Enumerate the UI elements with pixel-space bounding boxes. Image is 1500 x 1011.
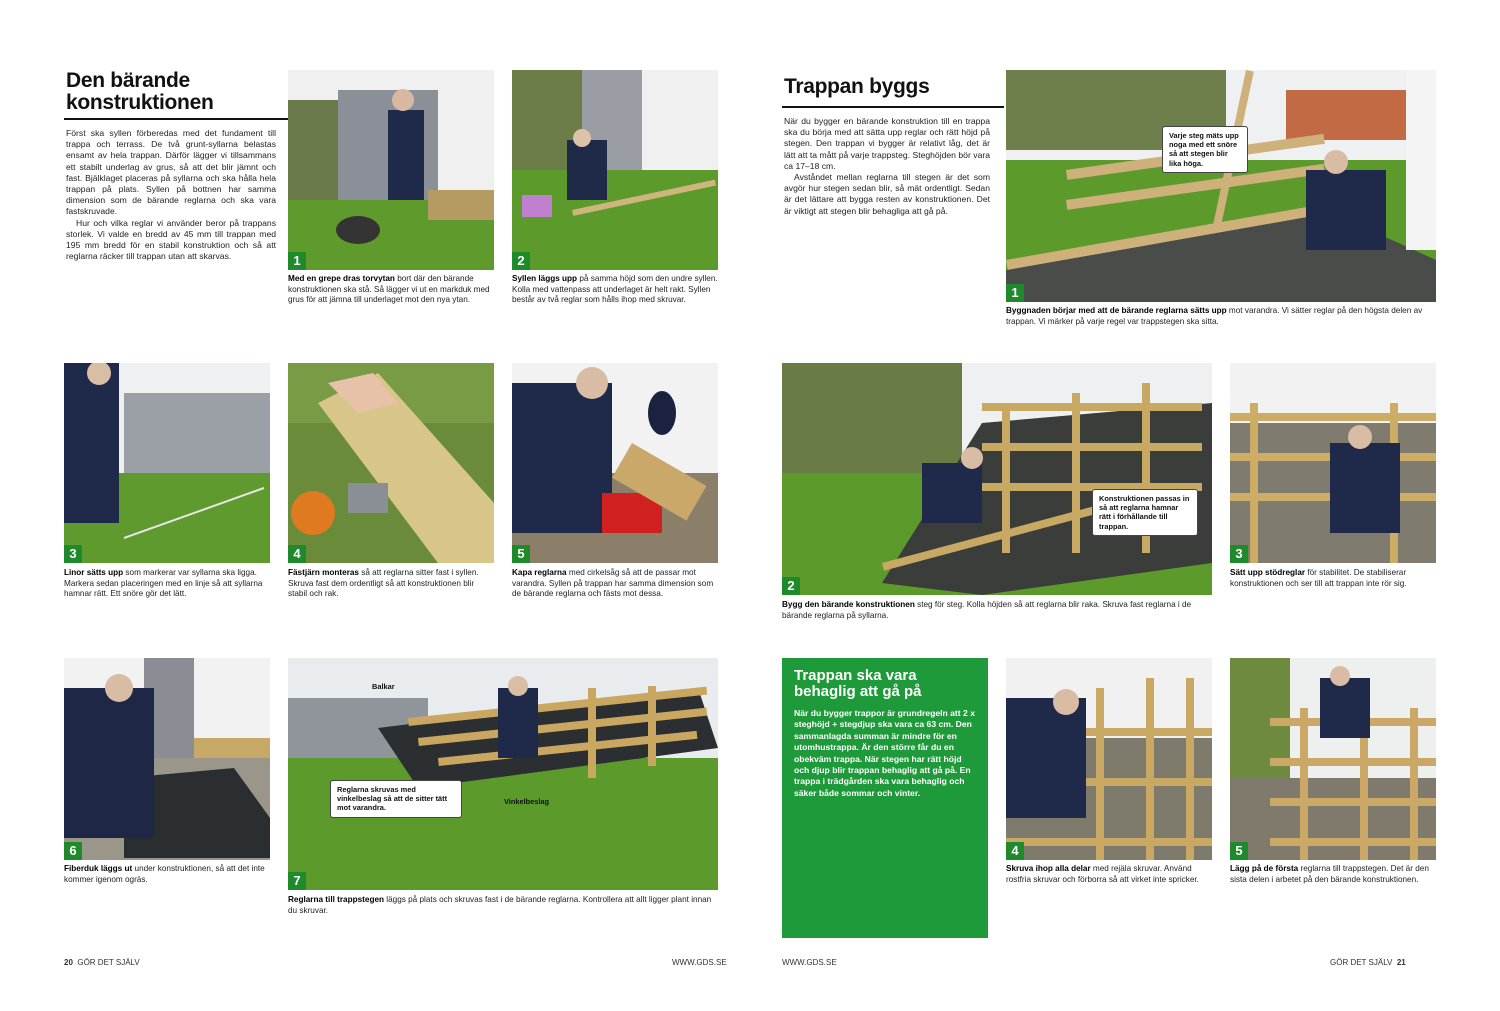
- right-photo-number-5: 5: [1230, 842, 1248, 860]
- photo-4-bracket: [288, 363, 494, 563]
- caption-1-text: bort där den bärande konstruktionen ska stå. Så lägger vi ut en markduk med grus för att jämna till underlaget mot den nya ytan.: [288, 274, 490, 305]
- right-caption-4-bold: Skruva ihop alla delar: [1006, 864, 1091, 873]
- caption-3-bold: Linor sätts upp: [64, 568, 124, 577]
- left-page-title: Den bärande konstruktionen: [66, 69, 214, 114]
- right-footer-url: WWW.GDS.SE: [782, 958, 837, 967]
- right-title-rule: [782, 106, 1004, 108]
- right-photo-number-2: 2: [782, 577, 800, 595]
- left-title-rule: [64, 118, 288, 120]
- right-photo-number-4: 4: [1006, 842, 1024, 860]
- right-caption-5: [1230, 864, 1436, 885]
- right-caption-3: [1230, 568, 1436, 589]
- right-caption-3-text: för stabilitet. De stabiliserar konstruktionen och ser till att trappan inte rör sig.: [1230, 568, 1407, 588]
- photo-3-marking: [64, 363, 270, 563]
- tip-box: [782, 658, 988, 938]
- photo-number-1: 1: [288, 252, 306, 270]
- caption-3-text: som markerar var syllarna ska ligga. Markera sedan placeringen med en linje så att syllarna hamnar rätt. Ett snöre gör det lätt.: [64, 568, 263, 599]
- right-photo-2-frame: [782, 363, 1212, 595]
- photo-7-joists: [288, 658, 718, 890]
- caption-2-bold: Syllen läggs upp: [512, 274, 578, 283]
- tip-box-text: När du bygger trappor är grundregeln att 2 x steghöjd + stegdjup ska vara ca 63 cm. Den sammanlagda summan är mindre för en utomhustrappa. Är den större får du en obekväm trappa. När stegen har rätt höjd och djup blir trappan behaglig att gå på. En trappa i trädgården ska vara behaglig och säker både sommar och vinter.: [794, 708, 975, 798]
- photo-1-digging: [288, 70, 494, 270]
- right-photo-4-screws: [1006, 658, 1212, 860]
- caption-7-text: läggs på plats och skruvas fast i de bärande reglarna. Kontrollera att allt ligger plant innan du skruvar.: [288, 895, 712, 915]
- right-caption-1-bold: Byggnaden börjar med att de bärande reglarna sätts upp: [1006, 306, 1227, 315]
- right-caption-3-bold: Sätt upp stödreglar: [1230, 568, 1306, 577]
- caption-1-bold: Med en grepe dras torvytan: [288, 274, 395, 283]
- right-footer-magazine: GÖR DET SJÄLV: [1330, 958, 1393, 967]
- photo-5-saw: [512, 363, 718, 563]
- photo-6-fabric: [64, 658, 270, 860]
- right-intro-para2: Avståndet mellan reglarna till stegen är det som avgör hur stegen sedan blir, så mät ordentligt. Sedan är det lättare att bygga resten av konstruktionen. Det är viktigt att stegen blir behagliga att gå på.: [784, 172, 990, 216]
- label-balkar: Balkar: [372, 682, 395, 691]
- right-photo-5-steps: [1230, 658, 1436, 860]
- right-caption-2-text: steg för steg. Kolla höjden så att reglarna blir raka. Skruva fast reglarna i de bärande reglarna på syllarna.: [782, 600, 1192, 620]
- caption-5-bold: Kapa reglarna: [512, 568, 567, 577]
- right-photo-number-3: 3: [1230, 545, 1248, 563]
- caption-7-bold: Reglarna till trappstegen: [288, 895, 384, 904]
- caption-6-bold: Fiberduk läggs ut: [64, 864, 133, 873]
- caption-4-bold: Fästjärn monteras: [288, 568, 359, 577]
- photo-number-5: 5: [512, 545, 530, 563]
- left-footer: [64, 958, 140, 967]
- right-caption-2-bold: Bygg den bärande konstruktionen: [782, 600, 915, 609]
- left-intro-text: [66, 128, 276, 262]
- caption-6-text: under konstruktionen, så att det inte kommer igenom ogräs.: [64, 864, 265, 884]
- left-page-number: 20: [64, 958, 73, 967]
- caption-5: [512, 568, 718, 600]
- tip-box-title: Trappan ska vara behaglig att gå på: [794, 667, 922, 700]
- left-footer-url: WWW.GDS.SE: [672, 958, 727, 967]
- photo-number-6: 6: [64, 842, 82, 860]
- right-photo-1-stairs-start: [1006, 70, 1436, 302]
- caption-2-text: på samma höjd som den undre syllen. Kolla med vattenpass att underlaget är helt rakt. Syllen består av två reglar som hålls ihop med skruvar.: [512, 274, 718, 305]
- callout-right-photo-2: Konstruktionen passas in så att reglarna hamnar rätt i förhållande till trappan.: [1092, 489, 1198, 536]
- right-page-number: 21: [1396, 958, 1406, 967]
- right-caption-1: [1006, 306, 1436, 327]
- right-caption-4: [1006, 864, 1212, 885]
- caption-2: [512, 274, 718, 306]
- photo-number-7: 7: [288, 872, 306, 890]
- right-caption-5-bold: Lägg på de första: [1230, 864, 1299, 873]
- right-caption-5-text: reglarna till trappstegen. Det är den sista delen i arbetet på den bärande konstruktionen.: [1230, 864, 1429, 884]
- caption-1: [288, 274, 494, 306]
- right-caption-1-text: mot varandra. Vi sätter reglar på den högsta delen av trappan. Vi märker på varje regel var trappstegen ska sitta.: [1006, 306, 1423, 326]
- photo-number-2: 2: [512, 252, 530, 270]
- label-vinkelbeslag: Vinkelbeslag: [504, 797, 550, 806]
- photo-2-leveling: [512, 70, 718, 270]
- left-footer-magazine: GÖR DET SJÄLV: [77, 958, 140, 967]
- right-caption-4-text: med rejäla skruvar. Använd rostfria skruvar och förborra så att virket inte spricker.: [1006, 864, 1199, 884]
- caption-5-text: med cirkelsåg så att de passar mot varandra. Syllen på trappan har samma dimension som de bärande reglarna och fästs mot dessa.: [512, 568, 714, 599]
- right-page-title: Trappan byggs: [784, 75, 930, 98]
- right-intro-text: [784, 116, 990, 217]
- callout-photo-7: Reglarna skruvas med vinkelbeslag så att de sitter tätt mot varandra.: [330, 780, 462, 818]
- right-photo-3-supports: [1230, 363, 1436, 563]
- right-caption-2: [782, 600, 1212, 621]
- right-intro-para1: När du bygger en bärande konstruktion till en trappa ska du börja med att sätta upp reglar och rätt höjd på stegen. Den trappan vi bygger är relativt låg, det är lätt att ta mått på varje trappsteg. Steghöjden bör vara ca 17–18 cm.: [784, 116, 990, 171]
- photo-number-3: 3: [64, 545, 82, 563]
- caption-3: [64, 568, 270, 600]
- left-intro-para1: Först ska syllen förberedas med det fundament till trappa och terrass. De två grunt-syllarna belastas ensamt av hela trappan. Därför lägger vi tillsammans ett stabilt underlag av grus, så att det blir jämnt och fast. Bjälklaget placeras på syllarna och ska hålla hela trappan på plats. Syllen på bottnen har samma dimension som de bärande reglarna och ska vara fastskruvade.: [66, 128, 276, 217]
- callout-right-photo-1: Varje steg mäts upp noga med ett snöre så att stegen blir lika höga.: [1162, 126, 1248, 173]
- left-intro-para2: Hur och vilka reglar vi använder beror på trappans storlek. Vi valde en bredd av 45 mm till trappan med 195 mm bredd för en stabil konstruktion och så att reglarna räcker till trappan utan att skarvas.: [66, 217, 276, 262]
- caption-7: [288, 895, 718, 916]
- photo-number-4: 4: [288, 545, 306, 563]
- right-photo-number-1: 1: [1006, 284, 1024, 302]
- caption-6: [64, 864, 270, 885]
- caption-4: [288, 568, 494, 600]
- right-footer: [1330, 958, 1406, 967]
- caption-4-text: så att reglarna sitter fast i syllen. Skruva fast dem ordentligt så att konstruktionen blir stabil och rak.: [288, 568, 479, 599]
